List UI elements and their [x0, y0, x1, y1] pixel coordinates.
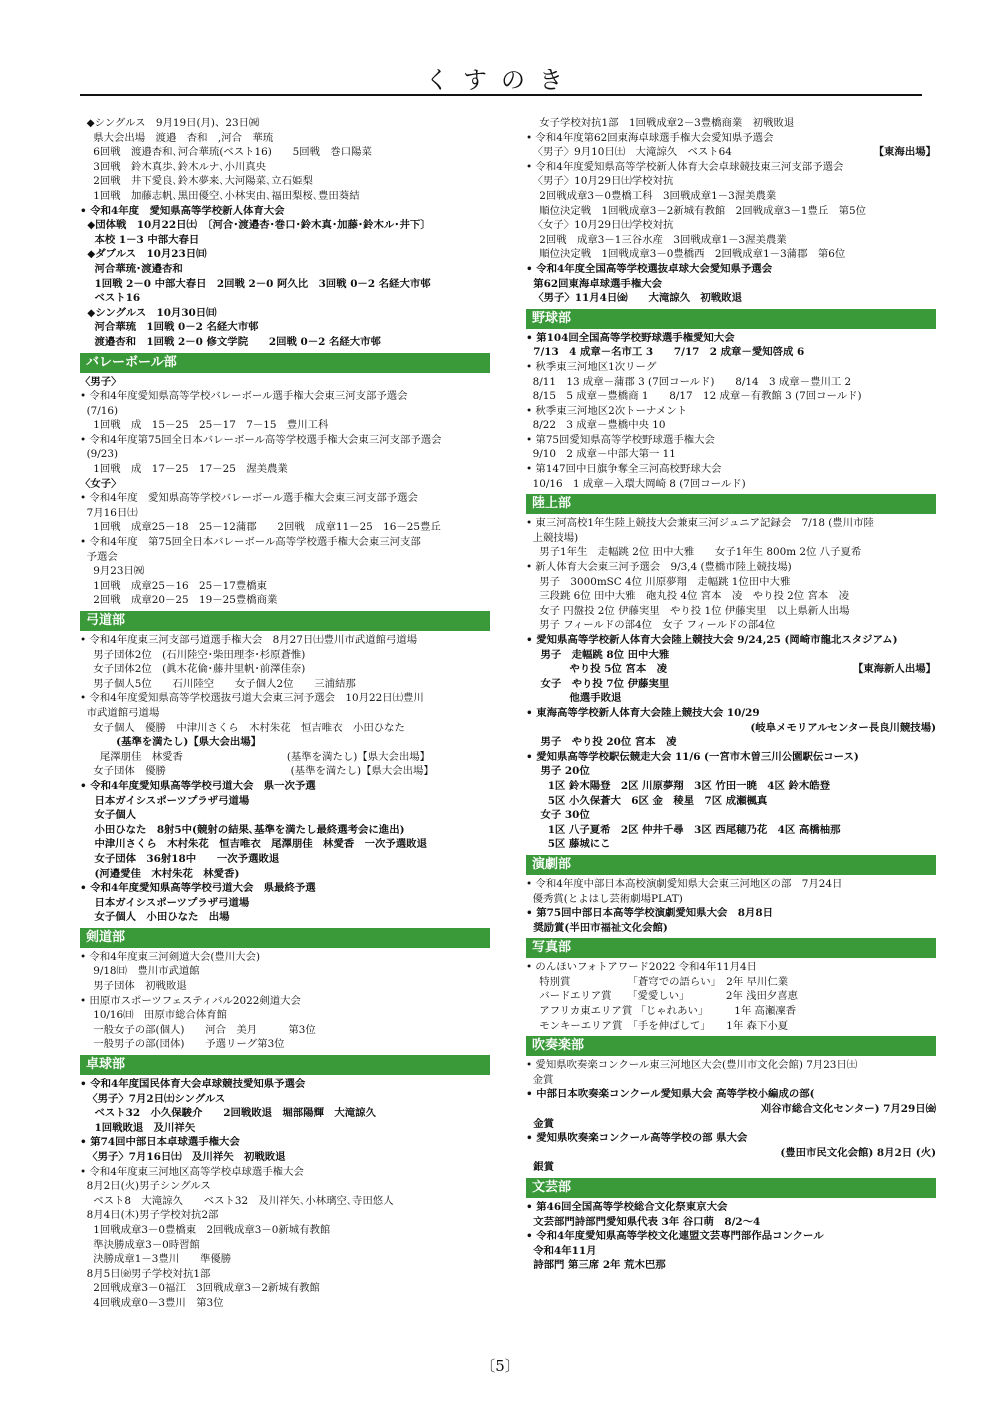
text-line	[526, 1146, 936, 1161]
text-line: • 令和4年度国民体育大会卓球競技愛知県予選会	[80, 1078, 306, 1091]
text-line: アフリカ東エリア賞 「じゃれあい」 1年 高瀬凜香	[526, 1005, 797, 1018]
text-line: 8/11 13 成章－蒲郡 3 (7回コールド) 8/14 3 成章－豊川工 2	[526, 375, 852, 388]
text-line: • 新人体育大会東三河予選会 9/3,4 (豊橋市陸上競技場)	[526, 561, 792, 574]
text-line: 女子個人	[80, 809, 137, 822]
text-line: 詩部門 第三席 2年 荒木巴那	[526, 1259, 666, 1272]
text-line: ◆ダブルス 10月23日㈰	[80, 248, 207, 261]
text-line: 女子 30位	[526, 809, 590, 822]
text-line: 銀賞	[526, 1161, 555, 1174]
text-line: 8/15 5 成章－豊橋商 1 8/17 12 成章－有教館 3 (7回コールド)	[526, 390, 862, 403]
text-line: 1回戦 成章25－18 25－12蒲郡 2回戦 成章11－25 16－25豊丘	[80, 521, 441, 534]
text-line: 優秀賞(とよはし芸術劇場PLAT)	[526, 892, 683, 905]
text-line: 女子団体2位 (眞木花倫･藤井里帆･前澤佳奈)	[80, 663, 306, 676]
text-line: 2回戦成章3－0豊橋工科 3回戦成章1－3渥美農業	[526, 189, 777, 202]
text-line: 2回戦成章3－0福江 3回戦成章3－2新城有教館	[80, 1282, 320, 1295]
text-line: • 令和4年度中部日本高校演劇愛知県大会東三河地区の部 7月24日	[526, 877, 843, 890]
text-line: • 令和4年度愛知県高等学校選抜弓道大会東三河予選会 10月22日㈯豊川	[80, 692, 424, 705]
text-line: 金賞	[526, 1073, 554, 1086]
text-line: 1回戦敗退 及川祥矢	[80, 1121, 196, 1134]
text-line: 〈男子〉10月29日㈯学校対抗	[526, 175, 674, 188]
text-line: ◆シングルス 10月30日㈰	[80, 306, 217, 319]
text-line: • 令和4年度東三河地区高等学校卓球選手権大会	[80, 1165, 304, 1178]
text-line: 2回戦 井下愛良､鈴木夢来､大河陽菜､立石姫梨	[80, 175, 313, 188]
text-line: 尾澤朋佳 林愛香 (基準を満たし)【県大会出場】	[80, 750, 431, 763]
page-number: 〔5〕	[480, 1357, 520, 1375]
text-line: 9/18㈰ 豊川市武道館	[80, 965, 200, 978]
text-line: 文芸部門詩部門愛知県代表 3年 谷口萌 8/2～4	[526, 1215, 761, 1228]
text-line: • 秋季東三河地区2次トーナメント	[526, 404, 688, 417]
text-line: 河合華琉 1回戦 0－2 名経大市邨	[80, 321, 259, 334]
text-line: 1回戦 成 15－25 25－17 7－15 豊川工科	[80, 419, 329, 432]
text-line: • 愛知県吹奏楽コンクール東三河地区大会(豊川市文化会館) 7月23日㈯	[526, 1059, 858, 1072]
text-line: ◆シングルス 9月19日(月)、23日㈷	[80, 117, 260, 129]
text-line: 1回戦 加藤志帆､黒田優空､小林実由､福田梨桜､豊田葵結	[80, 189, 360, 202]
text-line: 一般女子の部(個人) 河合 美月 第3位	[80, 1023, 316, 1036]
text-line: 7月16日㈯	[80, 506, 138, 519]
right-column	[526, 116, 936, 1273]
text-line: 女子個人 優勝 中津川さくら 木村朱花 恒吉唯衣 小田ひなた	[80, 721, 405, 734]
text-line: • 令和4年度全国高等学校選抜卓球大会愛知県予選会	[526, 262, 773, 275]
text-line: • 令和4年度愛知県高等学校バレーボール選手権大会東三河支部予選会	[80, 390, 408, 403]
text-line: • 第104回全国高等学校野球選手権愛知大会	[526, 331, 735, 344]
text-line: 他選手敗退	[526, 692, 622, 705]
text-line: • 令和4年度愛知県高等学校新人体育大会卓球競技東三河支部予選会	[526, 160, 844, 173]
text-line: 男子個人5位 石川陸空 女子個人2位 三浦結那	[80, 677, 356, 690]
text-line: 男子 フィールドの部4位 女子 フィールドの部4位	[526, 619, 776, 632]
text-line: • のんほいフォトアワード2022 令和4年11月4日	[526, 961, 758, 974]
text-line: 女子 やり投 7位 伊藤実里	[526, 677, 670, 690]
text-line: • 第74回中部日本卓球選手権大会	[80, 1136, 240, 1149]
text-line: 10/16 1 成章－入環大岡崎 8 (7回コールド)	[526, 477, 746, 490]
text-line: 男子 3000mSC 4位 川原夢翔 走幅跳 1位田中大雅	[526, 575, 791, 588]
section-heading: 陸上部	[526, 494, 936, 514]
text-line: • 令和4年度東三河剣道大会(豊川大会)	[80, 950, 261, 963]
text-line	[526, 1102, 936, 1117]
text-line: 男子団体 初戦敗退	[80, 980, 187, 993]
text-line: (河邉愛佳 木村朱花 林愛香)	[80, 867, 240, 880]
text-line: 奨励賞(半田市福祉文化会館)	[526, 921, 668, 934]
text-line: 3回戦 鈴木真歩､鈴木ルナ､小川真央	[80, 160, 267, 173]
section-heading: 文芸部	[526, 1178, 936, 1198]
text-line: 決勝成章1－3豊川 準優勝	[80, 1253, 232, 1266]
text-line: 1区 鈴木陽登 2区 川原夢翔 3区 竹田一暁 4区 鈴木皓登	[526, 779, 831, 792]
text-line: 男子 やり投 20位 宮本 凌	[526, 736, 677, 749]
text-line: 金賞	[526, 1117, 555, 1130]
text-line: 5区 藤城にこ	[526, 838, 611, 851]
text-line: 5区 小久保蒼大 6区 金 稜星 7区 成瀬楓真	[526, 794, 768, 807]
text-line: 8月4日(木)男子学校対抗2部	[80, 1209, 219, 1222]
text-line: 日本ガイシスポーツプラザ弓道場	[80, 896, 250, 909]
text-line: 1回戦 成章25－16 25－17豊橋東	[80, 579, 268, 592]
text-line: 上競技場)	[526, 531, 579, 544]
text-line: 男子団体2位 (石川陸空･柴田理李･杉原蒼惟)	[80, 648, 306, 661]
text-line: 小田ひなた 8射5中(競射の結果､基準を満たし最終選考会に進出)	[80, 823, 405, 836]
text-line: 9月23日㈷	[80, 565, 145, 578]
text-line: 4回戦成章0－3豊川 第3位	[80, 1296, 224, 1309]
text-line: • 令和4年度愛知県高等学校弓道大会 県最終予選	[80, 882, 316, 895]
text-line: 〈女子〉10月29日㈯学校対抗	[526, 219, 674, 232]
text-line: • 第75回愛知県高等学校野球選手権大会	[526, 433, 715, 446]
text-line: 令和4年11月	[526, 1244, 597, 1257]
left-column	[80, 116, 490, 1311]
section-heading: 野球部	[526, 309, 936, 329]
text-line: • 東三河高校1年生陸上競技大会兼東三河ジュニア記録会 7/18 (豊川市陸	[526, 517, 874, 530]
text-line: • 令和4年度 愛知県高等学校新人体育大会	[80, 204, 285, 217]
text-line: • 令和4年度東三河支部弓道選手権大会 8月27日㈯豊川市武道館弓道場	[80, 634, 418, 646]
text-line: 順位決定戦 1回戦成章3－0豊橋西 2回戦成章1－3蒲郡 第6位	[526, 248, 846, 261]
text-line: 市武道館弓道場	[80, 706, 160, 719]
line-right-text: (岐阜メモリアルセンター長良川競技場)	[750, 721, 936, 734]
text-line: • 第75回中部日本高等学校演劇愛知県大会 8月8日	[526, 907, 773, 920]
text-line: 〈男子〉7月2日㈯シングルス	[80, 1092, 226, 1105]
text-line: ベスト8 大滝諒久 ベスト32 及川祥矢､小林璃空､寺田悠人	[80, 1194, 394, 1207]
text-line: 1回戦 成 17－25 17－25 渥美農業	[80, 463, 288, 476]
text-line: 8月2日(火)男子シングルス	[80, 1180, 211, 1193]
text-line: 準決勝成章3－0時習館	[80, 1238, 200, 1251]
text-line: • 中部日本吹奏楽コンクール愛知県大会 高等学校小編成の部(	[526, 1088, 815, 1101]
text-line: • 東海高等学校新人体育大会陸上競技大会 10/29	[526, 706, 760, 719]
line-right-text: (豊田市民文化会館) 8月2日 (火)	[780, 1146, 936, 1159]
text-line: 三段跳 6位 田中大雅 砲丸投 4位 宮本 凌 やり投 2位 宮本 凌	[526, 590, 850, 603]
line-text: 〈男子〉9月10日㈯ 大滝諒久 ベスト64	[526, 146, 732, 159]
text-line: 〈女子〉	[80, 477, 122, 490]
text-line: 男子 走幅跳 8位 田中大雅	[526, 648, 670, 661]
text-line: 1回戦 2－0 中部大春日 2回戦 2－0 阿久比 3回戦 0－2 名経大市邨	[80, 277, 431, 290]
text-line: 10/16㈰ 田原市総合体育館	[80, 1009, 228, 1022]
text-line: 〈男子〉	[80, 375, 122, 388]
section-heading: 剣道部	[80, 928, 490, 948]
text-line: 男子1年生 走幅跳 2位 田中大雅 女子1年生 800m 2位 八子夏希	[526, 546, 862, 559]
text-line: 河合華琉･渡邉杏和	[80, 262, 183, 275]
text-line: 県大会出場 渡邉 杏和 ,河合 華琉	[80, 131, 274, 144]
text-line: • 令和4年度 愛知県高等学校バレーボール選手権大会東三河支部予選会	[80, 492, 418, 505]
text-line	[526, 145, 936, 160]
text-line: モンキーエリア賞 「手を伸ばして」 1年 森下小夏	[526, 1019, 789, 1032]
text-line: • 秋季東三河地区1次リーグ	[526, 360, 657, 373]
text-line: 〈男子〉11月4日㈮ 大滝諒久 初戦敗退	[526, 292, 742, 305]
text-line: • 第147回中日旗争奪全三河高校野球大会	[526, 463, 722, 476]
text-line	[526, 721, 936, 736]
text-line: 女子団体 優勝 (基準を満たし)【県大会出場】	[80, 765, 434, 778]
text-line: • 愛知県高等学校駅伝競走大会 11/6 (一宮市木曽三川公園駅伝コース)	[526, 750, 859, 763]
text-line: 6回戦 渡邉杏和､河合華琉(ベスト16) 5回戦 巻口陽菜	[80, 146, 372, 159]
section-heading: 卓球部	[80, 1055, 490, 1075]
text-line: 8/22 3 成章－豊橋中央 10	[526, 419, 666, 432]
section-heading: 演劇部	[526, 855, 936, 875]
text-line: 男子 20位	[526, 765, 590, 778]
text-line: 予選会	[80, 550, 118, 563]
text-line: • 令和4年度 第75回全日本バレーボール高等学校選手権大会東三河支部	[80, 536, 421, 549]
text-line: • 愛知県吹奏楽コンクール高等学校の部 県大会	[526, 1132, 748, 1145]
text-line: 〈男子〉7月16日㈯ 及川祥矢 初戦敗退	[80, 1151, 286, 1163]
text-line: 渡邉杏和 1回戦 2－0 修文学院 2回戦 0－2 名経大市邨	[80, 335, 381, 348]
text-line: 9/10 2 成章－中部大第一 11	[526, 448, 676, 461]
text-line: 順位決定戦 1回戦成章3－2新城有教館 2回戦成章3－1豊丘 第5位	[526, 204, 867, 217]
text-line: ベスト16	[80, 292, 141, 305]
text-line: 特別賞 「蒼穹での語らい」 2年 早川仁業	[526, 975, 789, 988]
header-rule	[80, 94, 922, 96]
text-line: • 令和4年度愛知県高等学校弓道大会 県一次予選	[80, 779, 316, 792]
text-line: 女子 円盤投 2位 伊藤実里 やり投 1位 伊藤実里 以上県新人出場	[526, 604, 850, 617]
text-line: 中津川さくら 木村朱花 恒吉唯衣 尾澤朋佳 林愛香 一次予選敗退	[80, 838, 427, 851]
section-heading: 写真部	[526, 938, 936, 958]
text-line: (9/23)	[80, 448, 119, 461]
text-line: ◆団体戦 10月22日㈯ 〔河合･渡邉杏･巻口･鈴木真･加藤･鈴木ル･井下〕	[80, 219, 431, 232]
text-line: 本校 1－3 中部大春日	[80, 233, 200, 246]
section-heading: バレーボール部	[80, 353, 490, 373]
section-heading: 弓道部	[80, 611, 490, 631]
text-line: 7/13 4 成章－名市工 3 7/17 2 成章－愛知啓成 6	[526, 346, 805, 359]
line-text: やり投 5位 宮本 凌	[526, 663, 667, 676]
text-line: 1区 八子夏希 2区 仲井千尋 3区 西尾穂乃花 4区 高橋柚那	[526, 823, 841, 836]
text-line: • 田原市スポーツフェスティバル2022剣道大会	[80, 994, 301, 1007]
text-line: • 令和4年度第62回東海卓球選手権大会愛知県予選会	[526, 131, 774, 144]
text-line: ベスト32 小久保駿介 2回戦敗退 堀部陽輝 大滝諒久	[80, 1107, 376, 1120]
text-line: 女子団体 36射18中 一次予選敗退	[80, 852, 280, 865]
line-right-text: 【東海新人出場】	[852, 663, 936, 676]
text-line: • 愛知県高等学校新人体育大会陸上競技大会 9/24,25 (岡崎市龍北スタジアム)	[526, 634, 898, 646]
section-heading: 吹奏楽部	[526, 1036, 936, 1056]
text-line: 一般男子の部(団体) 予選リーグ第3位	[80, 1038, 285, 1051]
text-line: 2回戦 成章20－25 19－25豊橋商業	[80, 594, 278, 607]
line-right-text: 刈谷市総合文化センター) 7月29日㈮	[760, 1103, 936, 1116]
text-line: バードエリア賞 「愛愛しい」 2年 浅田夕喜恵	[526, 990, 799, 1003]
text-line: (7/16)	[80, 404, 119, 417]
text-line: 女子個人 小田ひなた 出場	[80, 911, 230, 924]
line-right-text: 【東海出場】	[873, 146, 936, 159]
text-line	[526, 662, 936, 677]
text-line: 8月5日㈮男子学校対抗1部	[80, 1267, 211, 1280]
text-line: 第62回東海卓球選手権大会	[526, 277, 662, 290]
page-header-title: くすのき	[425, 66, 577, 94]
text-line: • 第46回全国高等学校総合文化祭東京大会	[526, 1201, 728, 1213]
text-line: (基準を満たし)【県大会出場】	[80, 736, 262, 749]
text-line: 日本ガイシスポーツプラザ弓道場	[80, 794, 250, 807]
text-line: 女子学校対抗1部 1回戦成章2－3豊橋商業 初戦敗退	[526, 117, 795, 129]
text-line: 1回戦成章3－0豊橋東 2回戦成章3－0新城有教館	[80, 1223, 331, 1236]
text-line: • 令和4年度愛知県高等学校文化連盟文芸専門部作品コンクール	[526, 1230, 824, 1243]
text-line: • 令和4年度第75回全日本バレーボール高等学校選手権大会東三河支部予選会	[80, 433, 442, 446]
text-line: 2回戦 成章3－1三谷水産 3回戦成章1－3渥美農業	[526, 233, 787, 246]
